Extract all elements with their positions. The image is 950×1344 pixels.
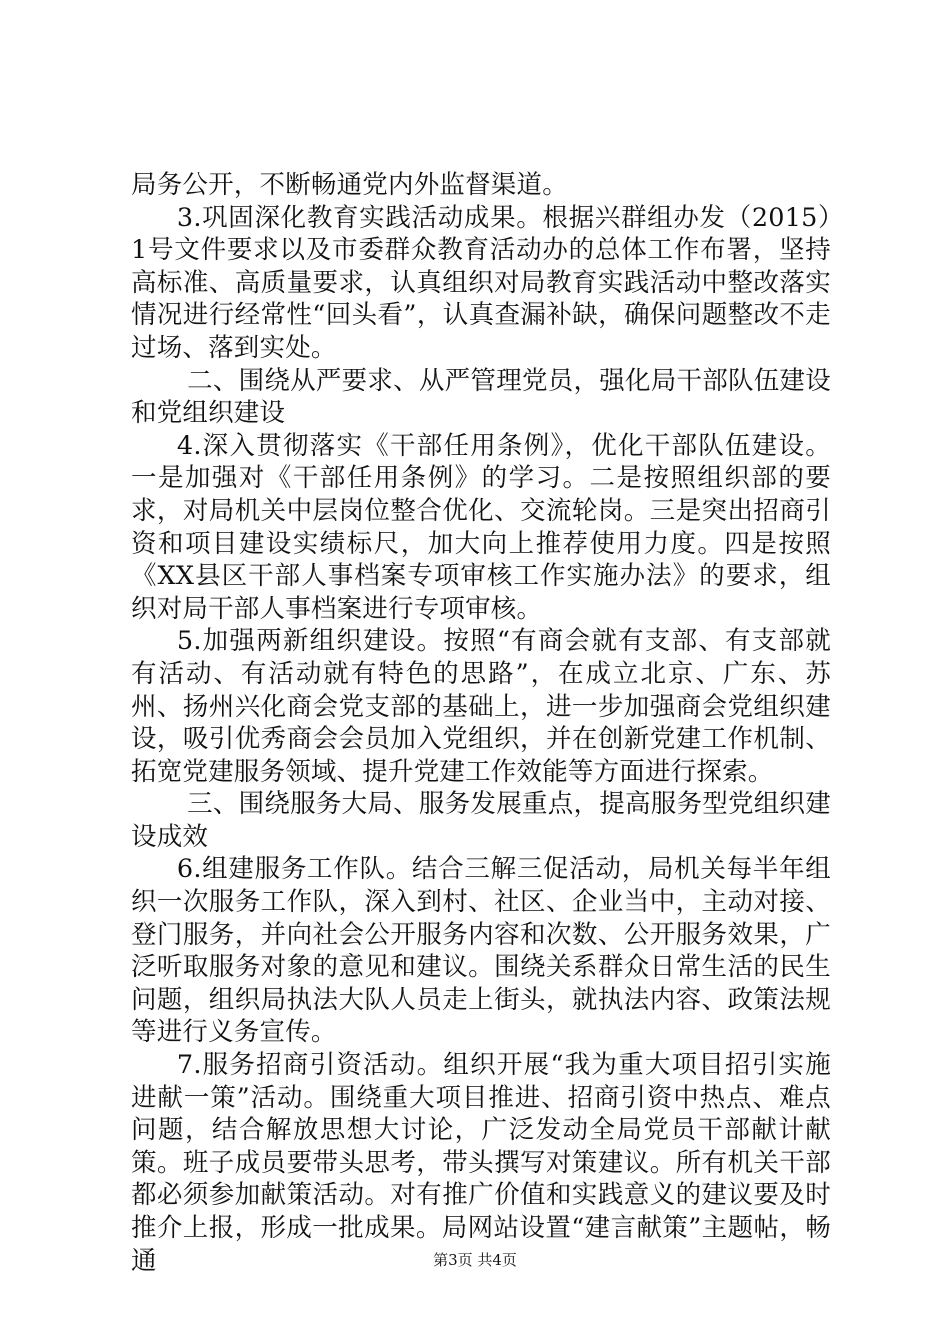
paragraph-item-3: 3.巩固深化教育实践活动成果。根据兴群组办发（2015）1号文件要求以及市委群众教育活动办的总体工作布署，坚持高标准、高质量要求，认真组织对局教育实践活动中整改落实情况进行经常性“回头看”，认真查漏补缺，确保问题整改不走过场、落到实处。 xyxy=(131,202,831,363)
paragraph-item-7: 7.服务招商引资活动。组织开展“我为重大项目招引实施进献一策”活动。围绕重大项目推进、招商引资中热点、难点问题，结合解放思想大讨论，广泛发动全局党员干部献计献策。班子成员要带头思考，带头撰写对策建议。所有机关干部都必须参加献策活动。对有推广价值和实践意义的建议要及时推介上报，形成一批成果。局网站设置“建言献策”主题帖，畅通 xyxy=(131,1050,831,1276)
paragraph-item-5: 5.加强两新组织建设。按照“有商会就有支部、有支部就有活动、有活动就有特色的思路”，在成立北京、广东、苏州、扬州兴化商会党支部的基础上，进一步加强商会党组织建设，吸引优秀商会会员加入党组织，并在创新党建工作机制、拓宽党建服务领域、提升党建工作效能等方面进行探索。 xyxy=(131,626,831,787)
paragraph-item-4: 4.深入贯彻落实《干部任用条例》，优化干部队伍建设。一是加强对《干部任用条例》的学习。二是按照组织部的要求，对局机关中层岗位整合优化、交流轮岗。三是突出招商引资和项目建设实绩标尺，加大向上推荐使用力度。四是按照《XX县区干部人事档案专项审核工作实施办法》的要求，组织对局干部人事档案进行专项审核。 xyxy=(131,430,831,624)
document-body xyxy=(131,169,831,1277)
section-heading-3: 三、围绕服务大局、服务发展重点，提高服务型党组织建设成效 xyxy=(131,789,831,852)
section-heading-2: 二、围绕从严要求、从严管理党员，强化局干部队伍建设和党组织建设 xyxy=(131,365,831,429)
page-number-footer: 第3页 共4页 xyxy=(433,1251,517,1269)
paragraph-continuation: 局务公开，不断畅通党内外监督渠道。 xyxy=(131,170,568,200)
paragraph-item-6: 6.组建服务工作队。结合三解三促活动，局机关每半年组织一次服务工作队，深入到村、社区、企业当中，主动对接、登门服务，并向社会公开服务内容和次数、公开服务效果，广泛听取服务对象的意见和建议。围绕关系群众日常生活的民生问题，组织局执法大队人员走上街头，就执法内容、政策法规等进行义务宣传。 xyxy=(131,854,831,1048)
